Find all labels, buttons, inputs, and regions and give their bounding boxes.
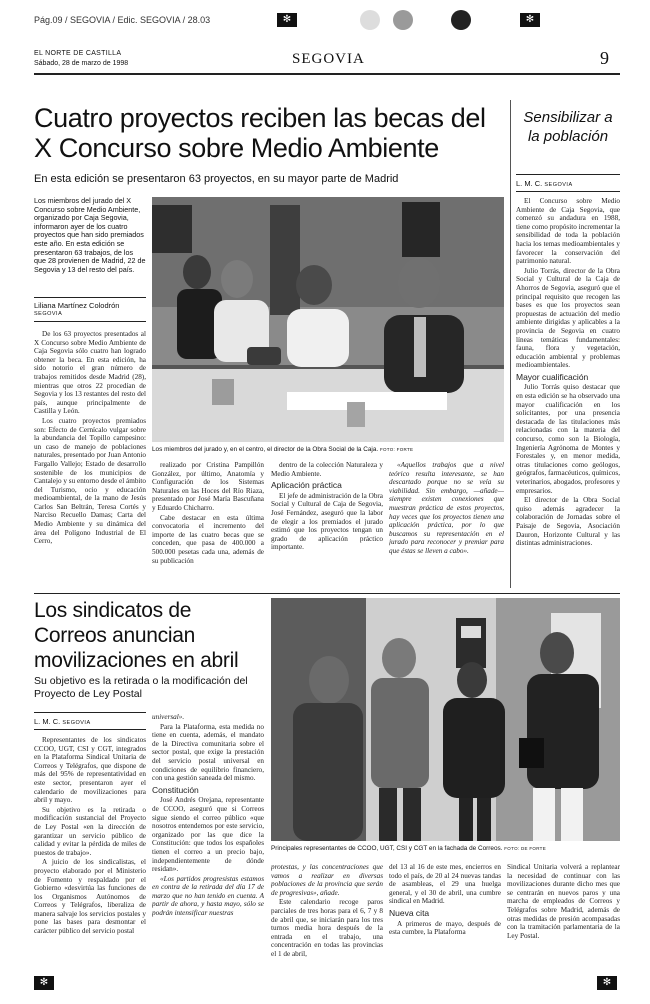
- article2-col4-subhead: Nueva cita: [389, 907, 430, 918]
- section-title: SEGOVIA: [292, 51, 365, 67]
- sidebar-separator: [510, 100, 511, 588]
- article1-column-4: [389, 461, 504, 588]
- article1-col3-para: dentro de la colección Naturaleza y Medio Ambiente.: [271, 461, 383, 478]
- article2-byline-rule: [34, 729, 146, 730]
- article2-column-3: [271, 863, 383, 965]
- article1-col1-para: Los cuatro proyectos premiados son: Efecto de Cernícalo vulgar sobre la abundancia del Topillo campesino: un caso de manejo de poblaciones naturales, presentado por Juan Antonio Fargallo Vallejo; Estado de desarrollo sostenible de los municipios de Cantalejo y su entorno desde el ámbito del Turismo, ocio y educación medioambiental, de la mano de Jesús Carlos San Beltrán, Teresa Cortés y Narciso Recuello Damas; Carta del Medio Ambiente y su dinámica del área del Polígono Industrial de El Cerro,: [34, 416, 146, 546]
- article2-col3-para: protestas, y las concentraciones que vamos a realizar en diversas poblaciones de la provincia que serán de progresivas», añade.: [271, 863, 383, 897]
- article2-col2-para: «Los partidos progresistas estamos en contra de la retirada del día 17 de marzo que no han tenido en cuenta. A partir de ahora, y hasta mayo, sólo se podrán intensificar nuestras: [152, 874, 264, 918]
- registration-mark-top-right: ✻: [520, 13, 540, 27]
- issue-date: Sábado, 28 de marzo de 1998: [34, 60, 129, 67]
- color-bar-light: [360, 10, 380, 30]
- article1-caption-text: Los miembros del jurado y, en el centro, el director de la Obra Social de la Caja.: [152, 446, 379, 453]
- article2-col4-para: del 13 al 16 de este mes, encierros en todo el país, de 20 al 24 nuevas tandas de asambleas, el 29 una huelga general, y el 30 de abril, una cumbre sindical en Madrid.: [389, 863, 501, 906]
- article2-deck: Su objetivo es la retirada o la modificación del Proyecto de Ley Postal: [34, 675, 248, 700]
- article2-byline-name: L. M. C.: [34, 717, 61, 726]
- sidebar-subhead: Mayor cualificación: [516, 371, 589, 382]
- color-bar-dark: [451, 10, 471, 30]
- article1-column-2: [152, 461, 264, 588]
- article1-col4-para: «Aquellos trabajos que a nivel teórico resulta interesante, se han descartado porque no se veía su viabilidad. Sin embargo, —añade— siempre existen conexiones que muestran práctica de estos proyectos, hay veces que los proyectos tienen una aplicación práctica, por lo que buscamos su representación en el jurado para reconocer y premiar para que éstas se lleven a cabo».: [389, 461, 504, 555]
- article1-deck: En esta edición se presentaron 63 proyectos, en su mayor parte de Madrid: [34, 173, 399, 185]
- article1-summary: Los miembros del jurado del X Concurso sobre Medio Ambiente, organizado por Caja Segovia, informaron ayer de los cuatro proyectos que han sido premiados este año. En esta edición se presentaron 63 trabajos, de los que 28 provienen de Madrid, 22 de Segovia y 13 del resto del país.: [34, 196, 146, 274]
- article1-headline: Cuatro proyectos reciben las becas del X Concurso sobre Medio Ambiente: [34, 103, 486, 163]
- article2-col1-para: Su objetivo es la retirada o modificación sustancial del Proyecto de Ley Postal «en la dirección de garantizar un servicio público de calidad y evitar la pérdida de miles de puestos de trabajo».: [34, 805, 146, 857]
- article1-byline-rule: [34, 321, 146, 322]
- article1-photo-credit: FOTO: FORTE: [379, 447, 414, 452]
- sidebar-para: Julio Torrás, director de la Obra Social y Cultural de la Caja de Ahorros de Segovia, aseguró que el principal requisito que recogen las bases es que los proyectos sean propuestas de actuación del medio ambiente dirigidas y aplicables a la provincia de Segovia en cuatro líneas temáticas fundamentales: fauna, flora y vegetación, educación ambiental y problemas medioambientales.: [516, 266, 620, 370]
- sidebar-para: El director de la Obra Social quiso además agradecer la colaboración de Jornadas sobre el Paisaje de Segovia, Asociación Dauron, Horizonte Cultural y las distintas administraciones.: [516, 496, 620, 548]
- article2-col1-para: Representantes de los sindicatos CCOO, UGT, CSI y CGT, integrados en la Plataforma Sindical Unitaria de Correos y Telégrafos, que dispone de más del 95% de representatividad en este sector, presentaron ayer el calendario de movilizaciones para abril y mayo.: [34, 736, 146, 805]
- article1-byline: [34, 301, 146, 319]
- sidebar-byline-place: SEGOVIA: [544, 182, 573, 188]
- article1-col2-para: realizado por Cristina Pampillón González, por último, Anatomía y Configuración de los Sistemas Naturales en las Hoces del Río Riaza, presentado por José María Bascuñana y Eduardo Chicharro.: [152, 461, 264, 512]
- article2-photo-credit: FOTO: DE FORTE: [504, 846, 547, 851]
- article2-col3-para: Este calendario recoge paros parciales de tres horas para el 6, 7 y 8 de abril que, se iniciarán para los tres turnos media hora después de la entrada en el trabajo, una concentración en todas las provincias el 1 de abril,: [271, 898, 383, 958]
- article2-col2-para: Para la Plataforma, esta medida no tiene en cuenta, además, el mandato de la Directiva comunitaria sobre el sector postal, que exige la prestación del servicio postal universal en condiciones de equilibrio financiero, con una gestión saneada del mismo.: [152, 722, 264, 783]
- article1-photo-illustration: [152, 197, 504, 442]
- registration-mark-bottom-left: ✻: [34, 976, 54, 990]
- article1-col3-para: El jefe de administración de la Obra Social y Cultural de Caja de Segovia, José Fernández, aseguró que la labor de elegir a los premiados el jurado estimó que los proyectos tengan un grado de aplicación práctico importante.: [271, 491, 383, 552]
- article1-photo-caption: [152, 446, 504, 454]
- article1-col1-para: De los 63 proyectos presentados al X Concurso sobre Medio Ambiente de Caja Segovia sólo cuatro han logrado obtener la beca. En esta edición, ha sido notorio el gran número de trabajos remitidos desde Madrid (28), mientras que otros 22 procedían de Segovia y los 13 restantes del resto del país, aunque principalmente de Castilla y León.: [34, 330, 146, 416]
- article2-col1-para: A juicio de los sindicalistas, el proyecto elaborado por el Ministerio de Fomento y respaldado por el Gobierno «desvirtúa las funciones de los Organismos Autónomos de Correos y Telégrafos, liberaliza de manera salvaje los servicios postales y pone las bases para desmontar el carácter público del servicio postal: [34, 858, 146, 936]
- article2-byline: [34, 717, 146, 728]
- article2-col2-subhead: Constitución: [152, 784, 199, 795]
- article2-unions-photo: [271, 598, 620, 841]
- article2-photo-illustration: [271, 598, 620, 841]
- page-number: 9: [600, 48, 609, 68]
- sidebar-byline-rule: [516, 191, 620, 192]
- article2-column-4: [389, 863, 501, 965]
- sidebar-headline: Sensibilizar a la población: [523, 109, 613, 145]
- sidebar-para: El Concurso sobre Medio Ambiente de Caja Segovia, que comenzó su andadura en 1988, tiene como propósito incrementar la sensibilidad de toda la población hacia los temas medioambientales y favorecer la conservación del patrimonio natural.: [516, 197, 620, 266]
- page-slug: Pág.09 / SEGOVIA / Edic. SEGOVIA / 28.03: [34, 15, 211, 25]
- sidebar-body: [516, 197, 620, 588]
- article1-column-1: [34, 330, 146, 588]
- article2-headline: Los sindicatos de Correos anuncian movilizaciones en abril: [34, 599, 239, 672]
- masthead-rule: [34, 73, 620, 75]
- paper-name: EL NORTE DE CASTILLA: [34, 50, 122, 57]
- registration-mark-bottom-right: ✻: [597, 976, 617, 990]
- article2-deck-rule: [34, 712, 146, 713]
- sidebar-para: Julio Torrás quiso destacar que en esta edición se ha observado una mayor cualificación en los solicitantes, por una presencia destacada de las titulaciones más relacionadas con la materia del concurso, como son la Biología, Ingeniería Agrónoma de Montes y Forestales y, en menor medida, otras titulaciones como geólogos, geógrafos, farmacéuticos, químicos, veterinarios, abogados, profesores y empresarios.: [516, 383, 620, 495]
- article2-col2-para: José Andrés Orejana, representante de CCOO, aseguró que si Correos sigue siendo el correo público «que nosotros entendemos por este servicio, organizado por las que dice la Constitución: que todos los españoles tienen el correo a un precio bajo, independientemente de dónde residan».: [152, 796, 264, 874]
- article2-column-5: [507, 863, 620, 965]
- article1-byline-place: SEGOVIA: [34, 311, 63, 317]
- article1-col3-subhead: Aplicación práctica: [271, 480, 342, 491]
- article2-photo-caption: [271, 845, 620, 853]
- color-bar-mid: [393, 10, 413, 30]
- registration-mark-top-left: ✻: [277, 13, 297, 27]
- sidebar-byline-name: L. M. C.: [516, 179, 543, 188]
- article2-col2-para: universal».: [152, 713, 185, 721]
- sidebar-byline: [516, 179, 620, 190]
- sidebar-headline-rule: [516, 174, 620, 175]
- article2-column-2: [152, 713, 264, 965]
- article2-caption-text: Principales representantes de CCOO, UGT, CSI y CGT en la fachada de Correos.: [271, 845, 503, 852]
- article1-column-3: [271, 461, 383, 588]
- article2-column-1: [34, 736, 146, 965]
- article1-byline-name: Liliana Martínez Colodrón: [34, 301, 120, 310]
- article1-summary-rule: [34, 297, 146, 298]
- article1-jury-photo: [152, 197, 504, 442]
- article2-col5-para: Sindical Unitaria volverá a replantear la necesidad de continuar con las movilizaciones durante dicho mes que se centrarán en nuevos paros y una marcha de empleados de Correos y Telégrafos sobre Madrid, además de otras medidas de presión acompasadas con la tramitación parlamentaria de la Ley Postal.: [507, 863, 620, 940]
- article-separator: [34, 593, 620, 594]
- article2-col4-para: A primeros de mayo, después de esta cumbre, la Plataforma: [389, 919, 501, 937]
- article1-col2-para: Cabe destacar en esta última convocatoria el incremento del importe de las cuatro becas que se conceden, que pasa de 400.000 a 500.000 pesetas cada una, además de su publicación: [152, 513, 264, 565]
- article2-byline-place: SEGOVIA: [62, 720, 91, 726]
